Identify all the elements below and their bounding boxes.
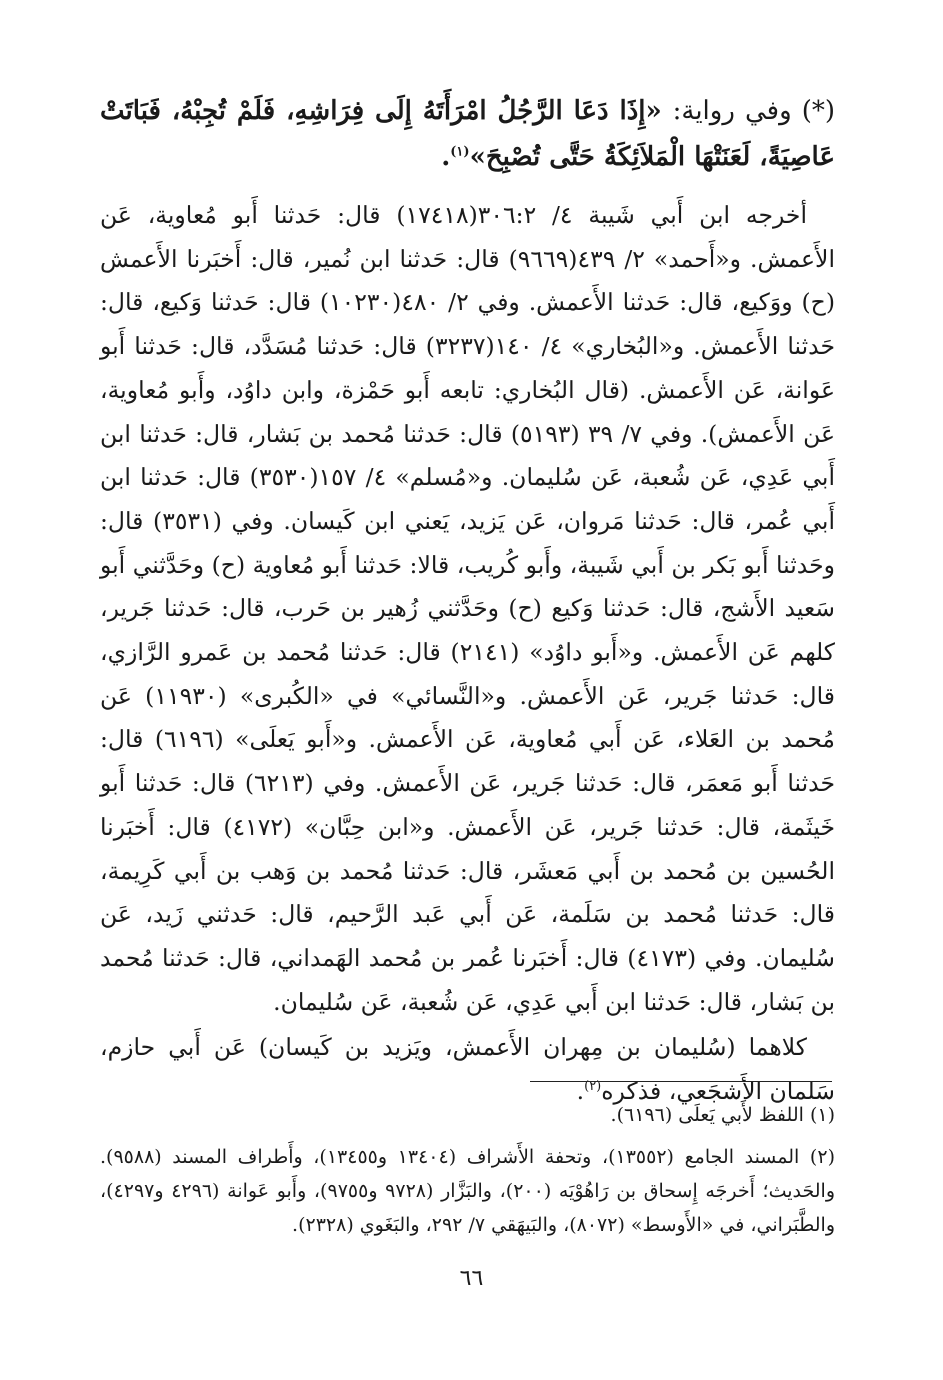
footnote-marker-1[interactable]: (١) bbox=[450, 144, 470, 160]
footnotes bbox=[100, 1098, 835, 1242]
hadith-end: . bbox=[441, 142, 451, 172]
hadith-intro: (*) وفي رواية: bbox=[672, 96, 835, 126]
closing-end: . bbox=[576, 1077, 585, 1106]
footnote-marker-2[interactable]: (٢) bbox=[584, 1079, 602, 1095]
hadith-text: «إِذَا دَعَا الرَّجُلُ امْرَأَتَهُ إِلَى فِرَاشِهِ، فَلَمْ تُجِبْهُ، فَبَاتَتْ عَاصِيَةً، لَعَنَتْهَا الْمَلاَئِكَةُ حَتَّى تُصْبِحَ» bbox=[100, 96, 835, 172]
footnote-2: (٢) المسند الجامع (١٣٥٥٢)، وتحفة الأَشراف (١٣٤٠٤ و١٣٤٥٥)، وأَطراف المسند (٩٥٨٨). والحَديث؛ أَخرجَه إِسحاق بن رَاهُوْيَه (٢٠٠)، والبَزَّار (٩٧٢٨ و٩٧٥٥)، وأَبو عَوانة (٤٢٩٦ و٤٢٩٧)، والطَّبَراني، في «الأَوسط» (٨٠٧٢)، والبَيهَقي ٧/ ٢٩٢، والبَغَوي (٢٣٢٨). bbox=[100, 1146, 835, 1236]
closing-text: كلاهما (سُليمان بن مِهران الأَعمش، ويَزيد بن كَيسان) عَن أَبي حازم، سَلمان الأَشجَعي، فذكره bbox=[100, 1033, 835, 1106]
footnote-divider bbox=[530, 1081, 832, 1082]
hadith-text-block bbox=[100, 88, 835, 180]
takhrij-paragraph: أخرجه ابن أَبي شَيبة ٤/ ٣٠٦:٢(١٧٤١٨) قال: حَدثنا أَبو مُعاوية، عَن الأَعمش. و«أَحمد» ٢/ ٤٣٩(٩٦٦٩) قال: حَدثنا ابن نُمير، قال: أَخبَرنا الأَعمش (ح) ووَكيع، قال: حَدثنا الأَعمش. وفي ٢/ ٤٨٠(١٠٢٣٠) قال: حَدثنا وَكيع، قال: حَدثنا الأَعمش. و«البُخاري» ٤/ ١٤٠(٣٢٣٧) قال: حَدثنا مُسَدَّد، قال: حَدثنا أَبو عَوانة، عَن الأَعمش. (قال البُخاري: تابعه أَبو حَمْزة، وابن داوُد، وأَبو مُعاوية، عَن الأَعمش). وفي ٧/ ٣٩ (٥١٩٣) قال: حَدثنا مُحمد بن بَشار، قال: حَدثنا ابن أَبي عَدِي، عَن شُعبة، عَن سُليمان. و«مُسلم» ٤/ ١٥٧(٣٥٣٠) قال: حَدثنا ابن أَبي عُمر، قال: حَدثنا مَروان، عَن يَزيد، يَعني ابن كَيسان. وفي (٣٥٣١) قال: وحَدثنا أَبو بَكر بن أَبي شَيبة، وأَبو كُريب، قالا: حَدثنا أَبو مُعاوية (ح) وحَدَّثني أَبو سَعيد الأَشج، قال: حَدثنا وَكيع (ح) وحَدَّثني زُهير بن حَرب، قال: حَدثنا جَرير، كلهم عَن الأَعمش. و«أَبو داوُد» (٢١٤١) قال: حَدثنا مُحمد بن عَمرو الرَّازي، قال: حَدثنا جَرير، عَن الأَعمش. و«النَّسائي» في «الكُبرى» (١١٩٣٠) عَن مُحمد بن العَلاء، عَن أَبي مُعاوية، عَن الأَعمش. و«أَبو يَعلَى» (٦١٩٦) قال: حَدثنا أَبو مَعمَر، قال: حَدثنا جَرير، عَن الأَعمش. وفي (٦٢١٣) قال: حَدثنا أَبو خَيثَمة، قال: حَدثنا جَرير، عَن الأَعمش. و«ابن حِبَّان» (٤١٧٢) قال: أَخبَرنا الحُسين بن مُحمد بن أَبي مَعشَر، قال: حَدثنا مُحمد بن وَهب بن أَبي كَرِيمة، قال: حَدثنا مُحمد بن سَلَمة، عَن أَبي عَبد الرَّحيم، قال: حَدثني زَيد، عَن سُليمان. وفي (٤١٧٣) قال: أَخبَرنا عُمر بن مُحمد الهَمداني، قال: حَدثنا مُحمد بن بَشار، قال: حَدثنا ابن أَبي عَدِي، عَن شُعبة، عَن سُليمان. bbox=[100, 201, 836, 1016]
page-body bbox=[100, 88, 835, 1114]
page-number: ٦٦ bbox=[459, 1266, 484, 1291]
footnote-1: (١) اللفظ لأَبي يَعلَى (٦١٩٦). bbox=[610, 1104, 835, 1126]
